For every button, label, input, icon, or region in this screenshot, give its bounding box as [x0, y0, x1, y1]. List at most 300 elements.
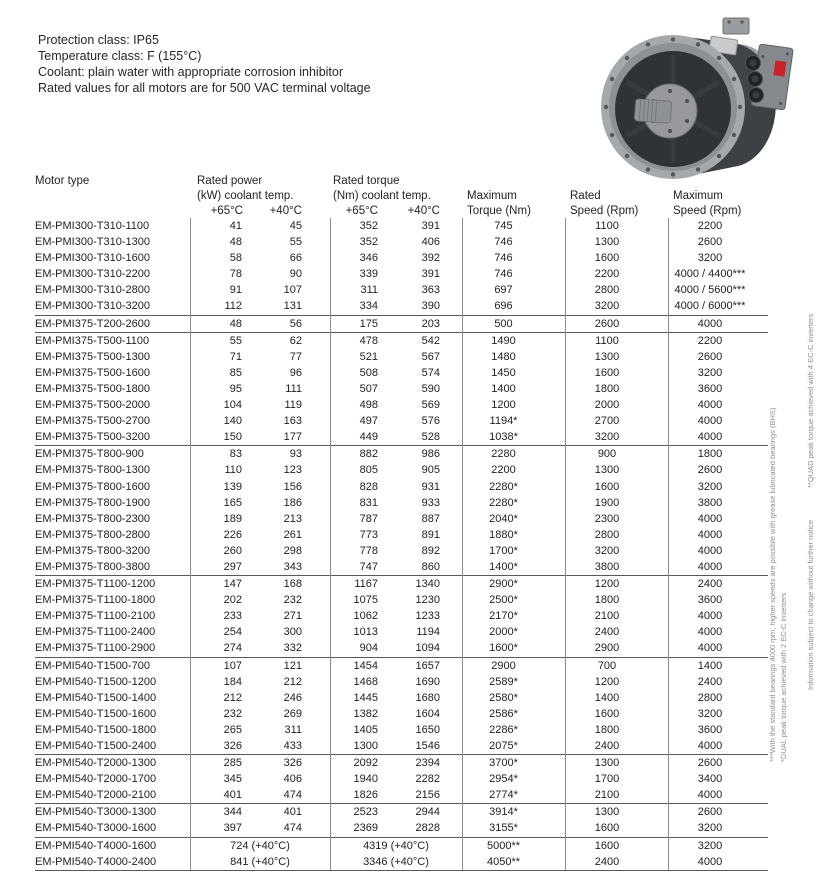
motor-type-cell: EM-PMI300-T310-1100 — [35, 220, 150, 232]
power-65c-cell: 110 — [224, 464, 242, 477]
rated-torque-cell — [330, 576, 462, 592]
max-torque-cell: 1038* — [489, 431, 518, 444]
max-torque-cell: 697 — [494, 284, 513, 297]
rated-power-cell — [190, 429, 330, 445]
motor-family-group — [35, 315, 768, 332]
power-40c-cell: 131 — [283, 300, 302, 313]
motor-type-cell: EM-PMI540-T2000-2100 — [35, 789, 157, 802]
max-torque-cell: 2589* — [489, 675, 518, 688]
max-torque-cell: 2286* — [489, 723, 518, 736]
motor-type-cell: EM-PMI375-T500-1100 — [35, 334, 150, 347]
max-speed-cell: 1800 — [697, 448, 723, 461]
rated-torque-cell — [330, 640, 462, 656]
max-torque-cell: 1480 — [491, 350, 516, 363]
torque-40c-cell: 905 — [421, 464, 440, 477]
col-header-rated-speed-2: Speed (Rpm) — [570, 205, 639, 217]
table-row — [35, 234, 768, 250]
power-65c-cell: 83 — [229, 448, 242, 461]
torque-65c-cell: 773 — [359, 528, 378, 541]
rated-power-cell — [190, 787, 330, 803]
torque-65c-cell: 1826 — [353, 789, 378, 802]
motor-type-cell: EM-PMI300-T310-1300 — [35, 236, 150, 249]
rated-power-cell — [190, 722, 330, 738]
rated-torque-cell — [330, 234, 462, 250]
motor-cable-glands — [746, 56, 764, 103]
rated-speed-cell: 2200 — [594, 268, 620, 281]
rated-speed-cell: 2400 — [594, 626, 620, 639]
max-speed-cell: 2200 — [697, 220, 723, 232]
max-torque-cell: 500 — [494, 317, 513, 330]
power-65c-cell: 212 — [223, 691, 242, 704]
rated-torque-cell — [330, 333, 462, 349]
torque-65c-cell: 828 — [359, 480, 378, 493]
max-speed-cell: 4000 — [697, 415, 723, 428]
torque-65c-cell: 1382 — [353, 707, 378, 720]
torque-65c-cell: 1468 — [353, 675, 378, 688]
info-line-coolant: Coolant: plain water with appropriate corrosion inhibitor — [38, 65, 344, 79]
table-row — [35, 559, 768, 575]
rated-speed-cell: 2000 — [594, 399, 620, 412]
torque-40c-cell: 860 — [421, 560, 440, 573]
power-40c-cell: 406 — [283, 773, 302, 786]
max-torque-cell: 2900 — [491, 659, 516, 672]
rated-speed-cell: 2100 — [594, 789, 620, 802]
torque-40c-cell: 933 — [421, 496, 440, 509]
footnote-dual-peak-torque: *DUAL peak torque achieved with 2 EC-C inverters — [779, 592, 788, 762]
max-torque-cell: 3914* — [489, 806, 518, 819]
rated-power-span-cell: 724 (+40°C) — [230, 839, 290, 852]
table-row — [35, 266, 768, 282]
max-torque-cell: 746 — [494, 252, 513, 265]
table-row — [35, 787, 768, 803]
power-65c-cell: 297 — [223, 560, 242, 573]
rated-speed-cell: 2800 — [594, 528, 620, 541]
rated-torque-cell — [330, 706, 462, 722]
motor-type-cell: EM-PMI375-T500-1300 — [35, 350, 150, 363]
table-row — [35, 658, 768, 674]
rated-power-cell — [190, 479, 330, 495]
motor-type-cell: EM-PMI375-T1100-2900 — [35, 642, 156, 655]
torque-65c-cell: 1062 — [353, 610, 378, 623]
power-65c-cell: 104 — [223, 399, 242, 412]
torque-65c-cell: 521 — [359, 350, 378, 363]
table-row — [35, 365, 768, 381]
torque-65c-cell: 311 — [360, 284, 378, 297]
rated-power-cell — [190, 706, 330, 722]
torque-40c-cell: 1546 — [415, 740, 440, 752]
table-row — [35, 495, 768, 511]
table-row — [35, 755, 768, 771]
power-40c-cell: 271 — [283, 610, 302, 623]
rated-torque-cell — [330, 266, 462, 282]
power-65c-cell: 78 — [229, 268, 242, 281]
torque-65c-cell: 904 — [359, 642, 378, 655]
motor-top-bracket — [723, 18, 749, 34]
table-row — [35, 854, 768, 870]
rated-speed-cell: 1200 — [594, 675, 620, 688]
power-65c-cell: 254 — [223, 626, 242, 639]
table-row — [35, 640, 768, 656]
rated-torque-cell — [330, 608, 462, 624]
rated-power-cell — [190, 365, 330, 381]
max-torque-cell: 1600* — [489, 642, 518, 655]
rated-speed-cell: 1800 — [594, 382, 620, 395]
power-65c-cell: 285 — [223, 757, 242, 770]
motor-type-cell: EM-PMI375-T800-1900 — [35, 496, 150, 509]
rated-power-cell — [190, 640, 330, 656]
motor-family-group — [35, 218, 768, 315]
torque-40c-cell: 2944 — [415, 806, 440, 819]
col-header-max-speed-2: Speed (Rpm) — [673, 205, 742, 217]
motor-type-cell: EM-PMI375-T200-2600 — [35, 317, 150, 330]
rated-torque-cell — [330, 755, 462, 771]
torque-65c-cell: 787 — [359, 512, 378, 525]
rated-power-cell — [190, 738, 330, 754]
motor-type-cell: EM-PMI375-T500-3200 — [35, 431, 150, 444]
torque-65c-cell: 352 — [359, 236, 378, 249]
motor-family-group — [35, 754, 768, 803]
rated-torque-cell — [330, 738, 462, 754]
rated-power-cell — [190, 592, 330, 608]
torque-65c-cell: 2092 — [353, 757, 378, 770]
torque-65c-cell: 497 — [359, 415, 378, 428]
max-torque-cell: 1880* — [489, 528, 518, 541]
col-header-rated-torque: Rated torque — [333, 175, 400, 187]
motor-type-cell: EM-PMI300-T310-1600 — [35, 252, 150, 265]
torque-40c-cell: 2282 — [415, 773, 440, 786]
motor-type-cell: EM-PMI540-T2000-1700 — [35, 773, 157, 786]
rated-torque-span-cell: 3346 (+40°C) — [363, 855, 429, 868]
max-torque-cell: 2500* — [489, 594, 518, 607]
rated-speed-cell: 2400 — [594, 740, 620, 752]
max-torque-cell: 2280 — [491, 448, 516, 461]
max-torque-cell: 2200 — [491, 464, 516, 477]
motor-family-group — [35, 803, 768, 836]
motor-photo — [595, 8, 810, 182]
max-speed-cell: 3400 — [697, 773, 723, 786]
motor-type-cell: EM-PMI375-T800-2800 — [35, 528, 150, 541]
power-40c-cell: 168 — [283, 578, 302, 591]
rated-torque-cell — [330, 381, 462, 397]
power-40c-cell: 45 — [289, 220, 302, 232]
torque-40c-cell: 406 — [421, 236, 440, 249]
power-65c-cell: 91 — [229, 284, 242, 297]
power-65c-cell: 41 — [229, 220, 242, 232]
rated-speed-cell: 1900 — [594, 496, 620, 509]
motor-type-cell: EM-PMI375-T800-1300 — [35, 464, 150, 477]
max-speed-cell: 3200 — [697, 366, 723, 379]
rated-torque-cell — [330, 413, 462, 429]
table-row — [35, 543, 768, 559]
max-speed-cell: 4000 — [697, 528, 723, 541]
torque-65c-cell: 339 — [359, 268, 378, 281]
table-row — [35, 738, 768, 754]
torque-65c-cell: 778 — [359, 544, 378, 557]
max-torque-cell: 696 — [494, 300, 513, 313]
rated-speed-cell: 2300 — [594, 512, 620, 525]
rated-torque-cell — [330, 771, 462, 787]
torque-40c-cell: 2394 — [415, 757, 440, 770]
table-row — [35, 446, 768, 462]
power-40c-cell: 332 — [283, 642, 302, 655]
col-header-power-65c: +65°C — [210, 205, 243, 217]
rated-speed-cell: 1300 — [594, 464, 620, 477]
table-row — [35, 674, 768, 690]
power-65c-cell: 85 — [229, 366, 242, 379]
power-40c-cell: 246 — [283, 691, 302, 704]
power-40c-cell: 474 — [283, 789, 302, 802]
torque-40c-cell: 1340 — [415, 578, 440, 591]
rated-torque-cell — [330, 658, 462, 674]
rated-power-cell — [190, 250, 330, 266]
motor-type-cell: EM-PMI540-T1500-1200 — [35, 675, 157, 688]
max-speed-cell: 4000 / 4400*** — [674, 268, 746, 281]
rated-speed-cell: 3200 — [594, 431, 620, 444]
info-block — [38, 32, 371, 96]
torque-40c-cell: 1680 — [415, 691, 440, 704]
motor-type-cell: EM-PMI300-T310-3200 — [35, 300, 150, 313]
rated-power-cell — [190, 755, 330, 771]
rated-power-cell — [190, 462, 330, 478]
torque-40c-cell: 1233 — [415, 610, 440, 623]
rated-speed-cell: 1200 — [594, 578, 620, 591]
rated-speed-cell: 1400 — [594, 691, 620, 704]
rated-torque-cell — [330, 592, 462, 608]
torque-40c-cell: 363 — [421, 284, 440, 297]
torque-40c-cell: 1604 — [415, 707, 440, 720]
rated-torque-cell — [330, 218, 462, 234]
table-row — [35, 429, 768, 445]
motor-type-cell: EM-PMI540-T1500-1400 — [35, 691, 157, 704]
torque-65c-cell: 498 — [359, 399, 378, 412]
motor-type-cell: EM-PMI540-T1500-2400 — [35, 740, 157, 752]
rated-power-cell — [190, 624, 330, 640]
power-40c-cell: 433 — [283, 740, 302, 752]
torque-40c-cell: 931 — [421, 480, 440, 493]
rated-speed-cell: 3800 — [594, 560, 620, 573]
rated-torque-cell — [330, 674, 462, 690]
rated-power-cell — [190, 282, 330, 298]
torque-65c-cell: 1940 — [353, 773, 378, 786]
power-65c-cell: 71 — [229, 350, 242, 363]
col-header-motor-type: Motor type — [35, 175, 90, 187]
max-speed-cell: 4000 — [697, 740, 723, 752]
torque-65c-cell: 478 — [359, 334, 378, 347]
rated-speed-cell: 2900 — [594, 642, 620, 655]
max-torque-cell: 2040* — [489, 512, 518, 525]
power-40c-cell: 111 — [285, 382, 302, 395]
rated-torque-cell — [330, 479, 462, 495]
power-40c-cell: 213 — [283, 512, 302, 525]
max-speed-cell: 4000 — [697, 610, 723, 623]
max-speed-cell: 4000 / 6000*** — [674, 300, 746, 313]
col-header-torque-40c: +40°C — [407, 205, 440, 217]
rated-torque-cell — [330, 624, 462, 640]
rated-power-cell — [190, 690, 330, 706]
max-torque-cell: 1450 — [491, 366, 516, 379]
col-header-max-torque-1: Maximum — [467, 190, 517, 202]
rated-torque-span-cell: 4319 (+40°C) — [363, 839, 429, 852]
power-65c-cell: 55 — [229, 334, 242, 347]
table-row — [35, 316, 768, 332]
power-65c-cell: 233 — [223, 610, 242, 623]
max-torque-cell: 746 — [494, 236, 513, 249]
torque-65c-cell: 507 — [359, 382, 378, 395]
rated-speed-cell: 900 — [597, 448, 617, 461]
max-speed-cell: 2600 — [697, 236, 723, 249]
table-row — [35, 511, 768, 527]
motor-family-group — [35, 657, 768, 755]
motor-type-cell: EM-PMI375-T800-900 — [35, 448, 144, 461]
table-row — [35, 527, 768, 543]
motor-family-group — [35, 332, 768, 446]
footnote-quad-peak-torque: **QUAD peak torque achieved with 4 EC-C inverters — [806, 313, 815, 488]
torque-65c-cell: 2369 — [353, 822, 378, 835]
power-65c-cell: 326 — [223, 740, 242, 752]
table-row — [35, 381, 768, 397]
power-40c-cell: 311 — [284, 723, 302, 736]
rated-power-cell — [190, 543, 330, 559]
torque-65c-cell: 1405 — [353, 723, 378, 736]
torque-40c-cell: 986 — [421, 448, 440, 461]
motor-type-cell: EM-PMI540-T4000-2400 — [35, 855, 157, 868]
rated-power-cell — [190, 218, 330, 234]
max-speed-cell: 4000 — [697, 626, 723, 639]
rated-power-cell — [190, 576, 330, 592]
max-speed-cell: 4000 — [697, 560, 723, 573]
footnote-information-subject: Information subject to change without further notice — [806, 519, 815, 690]
power-65c-cell: 226 — [223, 528, 242, 541]
rated-power-cell — [190, 316, 330, 332]
rated-power-cell — [190, 349, 330, 365]
max-speed-cell: 4000 — [697, 431, 723, 444]
power-40c-cell: 232 — [283, 594, 302, 607]
max-torque-cell: 1200 — [491, 399, 516, 412]
max-torque-cell: 2954* — [489, 773, 518, 786]
col-header-rated-torque-unit: (Nm) coolant temp. — [333, 190, 431, 202]
power-65c-cell: 140 — [223, 415, 242, 428]
rated-power-cell — [190, 446, 330, 462]
power-65c-cell: 202 — [223, 594, 242, 607]
power-65c-cell: 165 — [223, 496, 242, 509]
torque-65c-cell: 346 — [359, 252, 378, 265]
power-40c-cell: 212 — [283, 675, 302, 688]
max-speed-cell: 3800 — [697, 496, 723, 509]
rated-torque-cell — [330, 722, 462, 738]
rated-speed-cell: 3200 — [594, 544, 620, 557]
rated-power-cell — [190, 397, 330, 413]
max-torque-cell: 2280* — [489, 480, 518, 493]
column-separator-line — [565, 218, 566, 870]
table-row — [35, 838, 768, 854]
torque-40c-cell: 891 — [421, 528, 440, 541]
table-row — [35, 298, 768, 314]
torque-40c-cell: 574 — [421, 366, 440, 379]
torque-65c-cell: 508 — [359, 366, 378, 379]
power-65c-cell: 189 — [223, 512, 242, 525]
torque-65c-cell: 352 — [359, 220, 378, 232]
power-40c-cell: 343 — [283, 560, 302, 573]
power-65c-cell: 401 — [223, 789, 242, 802]
rated-torque-cell — [330, 804, 462, 820]
rated-torque-cell — [330, 511, 462, 527]
max-speed-cell: 3600 — [697, 594, 723, 607]
torque-40c-cell: 528 — [421, 431, 440, 444]
torque-40c-cell: 1094 — [415, 642, 440, 655]
max-torque-cell: 1400* — [489, 560, 518, 573]
rated-power-cell — [190, 527, 330, 543]
torque-40c-cell: 1230 — [415, 594, 440, 607]
rated-power-cell — [190, 413, 330, 429]
table-row — [35, 706, 768, 722]
max-torque-cell: 1490 — [491, 334, 516, 347]
power-65c-cell: 139 — [223, 480, 242, 493]
rated-power-cell — [190, 608, 330, 624]
rated-speed-cell: 1800 — [594, 594, 620, 607]
motor-family-group — [35, 445, 768, 575]
rated-power-cell — [190, 559, 330, 575]
torque-40c-cell: 542 — [421, 334, 440, 347]
power-40c-cell: 123 — [283, 464, 302, 477]
power-65c-cell: 232 — [223, 707, 242, 720]
power-40c-cell: 66 — [289, 252, 302, 265]
motor-type-cell: EM-PMI375-T1100-1800 — [35, 594, 156, 607]
torque-65c-cell: 449 — [359, 431, 378, 444]
table-row — [35, 722, 768, 738]
power-65c-cell: 147 — [223, 578, 242, 591]
column-separator-line — [668, 218, 669, 870]
max-speed-cell: 4000 — [697, 512, 723, 525]
max-speed-cell: 2800 — [697, 691, 723, 704]
rated-speed-cell: 3200 — [594, 300, 620, 313]
rated-speed-cell: 1600 — [594, 366, 620, 379]
torque-40c-cell: 576 — [421, 415, 440, 428]
max-torque-cell: 2774* — [489, 789, 518, 802]
rated-torque-cell — [330, 527, 462, 543]
info-line-temperature: Temperature class: F (155°C) — [38, 49, 202, 63]
col-header-max-speed-1: Maximum — [673, 190, 723, 202]
rated-torque-cell — [330, 787, 462, 803]
power-40c-cell: 163 — [283, 415, 302, 428]
torque-40c-cell: 569 — [421, 399, 440, 412]
rated-torque-cell — [330, 316, 462, 332]
rated-speed-cell: 1100 — [595, 220, 619, 232]
rated-speed-cell: 1800 — [594, 723, 620, 736]
power-65c-cell: 184 — [223, 675, 242, 688]
rated-torque-cell — [330, 250, 462, 266]
max-speed-cell: 3600 — [697, 382, 723, 395]
max-speed-cell: 1400 — [697, 659, 723, 672]
table-row — [35, 820, 768, 836]
rated-power-cell — [190, 381, 330, 397]
motor-family-group — [35, 837, 768, 870]
rated-torque-cell — [330, 365, 462, 381]
info-line-protection: Protection class: IP65 — [38, 33, 159, 47]
motor-type-cell: EM-PMI375-T1100-2400 — [35, 626, 156, 639]
power-65c-cell: 265 — [223, 723, 242, 736]
rated-power-cell — [190, 298, 330, 314]
max-torque-cell: 3155* — [489, 822, 518, 835]
motor-type-cell: EM-PMI375-T800-3200 — [35, 544, 150, 557]
torque-65c-cell: 1300 — [353, 740, 378, 752]
torque-65c-cell: 882 — [359, 448, 378, 461]
motor-type-cell: EM-PMI375-T800-2300 — [35, 512, 150, 525]
power-40c-cell: 156 — [283, 480, 302, 493]
rated-speed-cell: 1300 — [594, 236, 620, 249]
power-40c-cell: 62 — [289, 334, 302, 347]
rated-power-cell — [190, 804, 330, 820]
power-40c-cell: 56 — [289, 317, 302, 330]
